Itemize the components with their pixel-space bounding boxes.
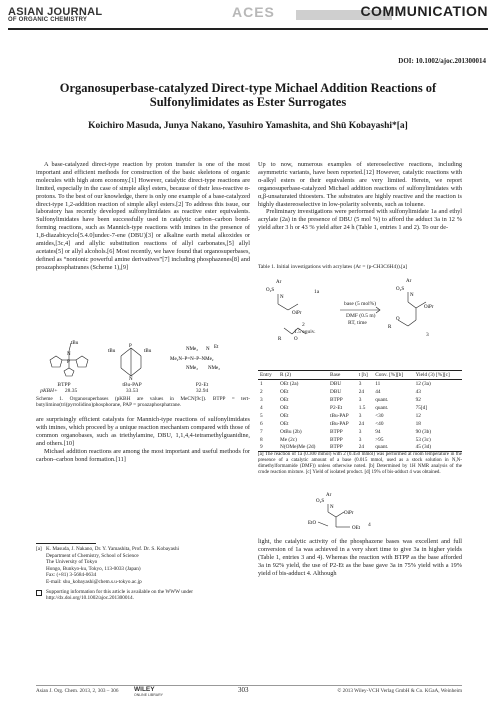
- table-cell: 45 (3d): [414, 444, 462, 452]
- svg-text:EtO: EtO: [308, 521, 317, 526]
- svg-text:N: N: [129, 377, 133, 382]
- table-cell: 1: [260, 380, 263, 387]
- table-cell: 12 (3a): [415, 380, 431, 387]
- svg-text:N: N: [206, 347, 210, 352]
- column-header: Conv. [%][b]: [373, 371, 413, 380]
- table-cell: 44: [375, 388, 381, 395]
- article-title: Organosuperbase-catalyzed Direct-type Michael Addition Reactions of Sulfonylimidates as Ester Surrogates: [59, 81, 437, 109]
- tbu-pap-structure: [121, 348, 141, 376]
- table-cell: 90 (3b): [415, 428, 432, 435]
- table-row: [258, 396, 462, 404]
- table-cell: P2-Et: [330, 404, 343, 411]
- paragraph: Up to now, numerous examples of stereoselective reactions, including asymmetric variants, have been reported.[12] However, catalytic reactions with α-alkyl esters or their equivalents are very limited. Herein, we report organosuperbase-catalyzed Michael addition reactions of sulfonylimidates with α,β-unsaturated thioesters. The substrates are highly reactive and the reaction is highly diastereoselective in low-polarity solvents, such as toluene.: [258, 161, 462, 208]
- society-logo: ACES: [232, 4, 275, 20]
- table-cell: 18: [415, 420, 421, 427]
- footer-rule: [36, 685, 462, 686]
- column-header: Base: [328, 371, 357, 380]
- svg-text:tBu: tBu: [71, 341, 79, 346]
- paragraph: are surprisingly efficient catalysts for Mannich-type reactions of sulfonylimidates with imines, which proceed by a unique reaction mechanism compared with those of common organobases, such as triethylamine, DBU, 1,1,4,4-tetramethylguanidine, and others.[10]: [36, 416, 250, 447]
- table-cell: 8: [260, 436, 263, 443]
- paragraph: light, the catalytic activity of the phosphazene bases was excellent and full conversion of 1a was achieved in a very short time to give 3a in higher yields (Table 1, entries 3 and 4). Whereas the reaction with BTPP as the base afforded 3a in 92% yield, the use of P2-Et as the base gave 3a in 75% yield with a 19% yield of bis-adduct 4. Although: [258, 538, 462, 577]
- publisher-logo: [134, 686, 163, 697]
- table-cell: 94: [375, 428, 381, 435]
- svg-text:OiPr: OiPr: [292, 311, 302, 316]
- footnote-line: The University of Tokyo: [46, 559, 98, 566]
- table-cell: 24: [357, 444, 373, 452]
- column-header: t [h]: [357, 371, 373, 380]
- footnote-line: Department of Chemistry, School of Science: [46, 552, 139, 559]
- doi-link[interactable]: DOI: 10.1002/ajoc.201300014: [398, 57, 486, 65]
- svg-text:NMe₂: NMe₂: [208, 366, 221, 371]
- reagent-2-label: 2: [302, 322, 305, 328]
- table-cell: 75[d]: [415, 404, 428, 411]
- table-row: [258, 420, 462, 428]
- scheme-1: [36, 338, 250, 398]
- svg-text:Me₂N–P=N–P–NMe₂: Me₂N–P=N–P–NMe₂: [170, 357, 214, 362]
- paragraph: A base-catalyzed direct-type reaction by proton transfer is one of the most important and efficient methods for construction of the basic skeletons of organic molecules with high atom economy.[1] However, catalytic direct-type reactions are limited, especially in the case of simple alkyl esters, because of their less-reactive α-protons. To the best of our knowledge, there is only one example of a base-catalyzed direct-type 1,2-addition reaction of simple alkyl esters.[2] To address this issue, our laboratory has recently developed sulfonylimidates as reactive ester equivalents. Sulfonylimidates have been successfully used in catalytic carbon–carbon bond-forming reactions, such as Mannich-type reactions with imines in the presence of 1,8-diazabicyclo[5.4.0]undec-7-ene (DBU)[3] or alkaline earth metal alkoxides or amides,[3c,4] and allylic substitution reactions of allyl carbonates,[5] allyl acetates[5] or allyl alcohols.[6] Most recently, we have found that organosuperbases, defined as “nonionic powerful amine derivatives”[7] including phosphazenes[8] and proazaphosphatranes (Scheme 1),[9]: [36, 161, 250, 271]
- svg-text:P: P: [129, 344, 132, 349]
- svg-text:N: N: [67, 352, 71, 357]
- svg-text:OEt: OEt: [352, 526, 361, 531]
- svg-text:NMe₂: NMe₂: [186, 347, 199, 352]
- header-rule: [8, 28, 488, 30]
- wiley-logo-text: WILEY: [134, 686, 155, 693]
- table-cell: BTPP: [330, 436, 343, 443]
- table-cell: 9: [258, 444, 278, 452]
- citation: Asian J. Org. Chem. 2013, 2, 303 – 306: [36, 688, 119, 694]
- svg-text:OiPr: OiPr: [424, 305, 434, 310]
- column-header: Yield (3) [%][c]: [414, 371, 462, 380]
- btpp-pka: 28.35: [64, 388, 78, 394]
- table-cell: 24: [358, 388, 365, 395]
- table-row: [258, 388, 462, 396]
- table-1: [258, 370, 462, 452]
- body-left-intro: [36, 161, 250, 272]
- table-cell: <30: [375, 412, 384, 419]
- author-list: Koichiro Masuda, Junya Nakano, Yasuhiro Yamashita, and Shū Kobayashi*[a]: [88, 121, 408, 131]
- svg-text:OiPr: OiPr: [344, 511, 354, 516]
- table-cell: OEt: [280, 412, 289, 419]
- table-cell: quant.: [375, 396, 389, 403]
- page-number: 303: [238, 686, 249, 694]
- body-right-continued: [258, 538, 462, 578]
- table-cell: OEt (2a): [280, 380, 299, 387]
- supporting-info-icon: [36, 590, 42, 596]
- svg-text:tBu: tBu: [108, 349, 116, 354]
- tbu-pap-label: tBu-PAP: [122, 382, 142, 388]
- table-cell: 3: [358, 436, 362, 443]
- footnote-tag: [a]: [36, 546, 42, 552]
- footnote-line: Hongo, Bunkyo-ku, Tokyo, 113-0033 (Japan): [46, 565, 141, 572]
- svg-text:O₂S: O₂S: [396, 287, 405, 292]
- table-row: [258, 444, 462, 452]
- table-cell: 24: [358, 420, 365, 427]
- table-cell: DBU: [330, 388, 342, 395]
- table-cell: OEt: [280, 388, 289, 395]
- product-3-label: 3: [426, 332, 429, 338]
- table-cell: OEt: [280, 396, 289, 403]
- table-cell: <40: [375, 420, 384, 427]
- table-row: [258, 428, 462, 436]
- svg-text:O₂S: O₂S: [316, 499, 325, 504]
- table-cell: BTPP: [328, 444, 357, 452]
- table-header-row: [258, 371, 462, 380]
- product-4-structure: [258, 492, 462, 532]
- svg-text:Ar: Ar: [326, 493, 332, 498]
- table-cell: 7: [260, 428, 263, 435]
- table-cell: 43: [415, 388, 421, 395]
- table-row: [258, 380, 462, 388]
- journal-title: ASIAN JOURNAL: [8, 6, 103, 18]
- table-cell: DBU: [330, 380, 342, 387]
- table-cell: 11: [375, 380, 381, 387]
- paragraph: Preliminary investigations were performed with sulfonylimidate 1a and ethyl acrylate (2a) in the presence of DBU (5 mol %) to afford the adduct 3a in 12 % yield after 3 h or 43 % yield after 24 h (Table 1, entries 1 and 2). To our de-: [258, 208, 462, 232]
- table-cell: tBu-PAP: [330, 420, 349, 427]
- btpp-label: BTPP: [57, 382, 71, 388]
- table-cell: 6: [260, 420, 263, 427]
- table-cell: OtBu (2b): [280, 428, 302, 435]
- column-header: Entry: [258, 371, 278, 380]
- table-1-footnote: [a] The reaction of 1a (0.300 mmol) with 2 (0.450 mmol) was performed at room temperature in the presence of a catalytic amount of a base (0.015 mmol, used as a stock solution in N,N-dimethylformamide (DMF)) unless otherwise noted. [b] Determined by 1H NMR analysis of the crude reaction mixture. [c] Yield of isolated product. [d] 19% of bis-adduct 4 was obtained.: [258, 452, 462, 476]
- p2-et-pka: 32.94: [195, 388, 209, 394]
- table-cell: tBu-PAP: [330, 412, 349, 419]
- svg-text:R: R: [278, 337, 282, 342]
- table-cell: 3: [358, 412, 362, 419]
- tbu-pap-pka: 33.53: [125, 388, 139, 394]
- pka-label: pKBH+: [40, 388, 58, 394]
- svg-text:O: O: [396, 317, 400, 322]
- svg-text:Ar: Ar: [406, 279, 412, 284]
- svg-text:N: N: [280, 295, 284, 300]
- journal-subtitle: OF ORGANIC CHEMISTRY: [8, 17, 88, 23]
- table-cell: 5: [260, 412, 263, 419]
- footnote-line: K. Masuda, J. Nakano, Dr. Y. Yamashita, Prof. Dr. S. Kobayashi: [46, 546, 179, 552]
- table-cell: Me (2c): [280, 436, 297, 443]
- svg-text:tBu: tBu: [144, 349, 152, 354]
- table-cell: 4: [260, 404, 263, 411]
- p2-et-label: P2-Et: [195, 382, 209, 388]
- table-cell: >95: [375, 436, 384, 443]
- reaction-solvent: DMF (0.5 m): [346, 313, 376, 319]
- svg-text:N: N: [410, 293, 414, 298]
- body-right-intro: [258, 161, 462, 232]
- footnote-line: Fax: (+81) 3-5684-0634: [46, 572, 97, 579]
- journal-header: [0, 0, 496, 40]
- reaction-conditions-top: base (5 mol%): [344, 301, 377, 307]
- p2-et-structure: [170, 345, 220, 371]
- table-cell: OEt: [280, 404, 289, 411]
- table-cell: 53 (3c): [415, 436, 431, 443]
- table-cell: 3: [358, 396, 362, 403]
- author-affiliation-footnote: [36, 546, 250, 602]
- supporting-info-link[interactable]: Supporting information for this article is available on the WWW under http://dx.doi.org/10.1002/ajoc.201300014.: [46, 588, 194, 602]
- table-cell: 92: [415, 396, 421, 403]
- table-1-reaction-scheme: [258, 274, 462, 356]
- reaction-time: RT, time: [348, 320, 367, 326]
- reagent-1-label: 1a: [314, 289, 320, 295]
- table-cell: quant.: [373, 444, 413, 452]
- table-1-caption: Table 1. Initial investigations with acrylates (Ar = (p-CH3C6H4)).[a]: [258, 264, 408, 270]
- svg-text:O: O: [294, 337, 298, 342]
- paragraph: Michael addition reactions are among the most important and useful methods for carbon–carbon bond formation.[11]: [36, 447, 250, 463]
- table-cell: BTPP: [330, 428, 343, 435]
- table-cell: N(OMe)Me (2d): [278, 444, 328, 452]
- scheme-1-caption: Scheme 1. Organosuperbases (pKBH are values in MeCN[9c]). BTPP = tert-butylimino(tri(pyrrolidino)phosphorane, PAP = proazaphosphatrane.: [36, 396, 250, 409]
- svg-text:Et: Et: [214, 345, 219, 350]
- svg-text:O₂S: O₂S: [266, 288, 275, 293]
- article-type: COMMUNICATION: [360, 3, 488, 19]
- table-cell: quant.: [375, 404, 389, 411]
- column-header: R (2): [278, 371, 328, 380]
- svg-text:N: N: [330, 505, 334, 510]
- footnote-rule: [36, 543, 96, 544]
- product-4-label: 4: [368, 522, 371, 528]
- reagent-2-equiv: 1.5 equiv.: [294, 329, 316, 335]
- copyright: © 2013 Wiley-VCH Verlag GmbH & Co. KGaA, Weinheim: [337, 688, 462, 694]
- svg-text:Ar: Ar: [276, 280, 282, 285]
- online-library-text: ONLINE LIBRARY: [134, 693, 163, 697]
- table-cell: 1.5: [358, 404, 366, 411]
- table-row: [258, 412, 462, 420]
- table-cell: 3: [358, 428, 362, 435]
- email-link[interactable]: E-mail: shu_kobayashi@chem.s.u-tokyo.ac.jp: [46, 578, 142, 585]
- table-cell: 12: [415, 412, 421, 419]
- table-cell: 2: [260, 388, 263, 395]
- svg-text:R: R: [388, 325, 392, 330]
- svg-text:P: P: [67, 360, 70, 365]
- table-row: [258, 404, 462, 412]
- table-cell: 3: [260, 396, 263, 403]
- table-cell: OEt: [280, 420, 289, 427]
- bis-adduct-structure: [258, 492, 462, 532]
- table-cell: BTPP: [330, 396, 343, 403]
- svg-text:NMe₂: NMe₂: [186, 366, 199, 371]
- table-cell: 3: [358, 380, 362, 387]
- table-row: [258, 436, 462, 444]
- body-left-continued: [36, 416, 250, 463]
